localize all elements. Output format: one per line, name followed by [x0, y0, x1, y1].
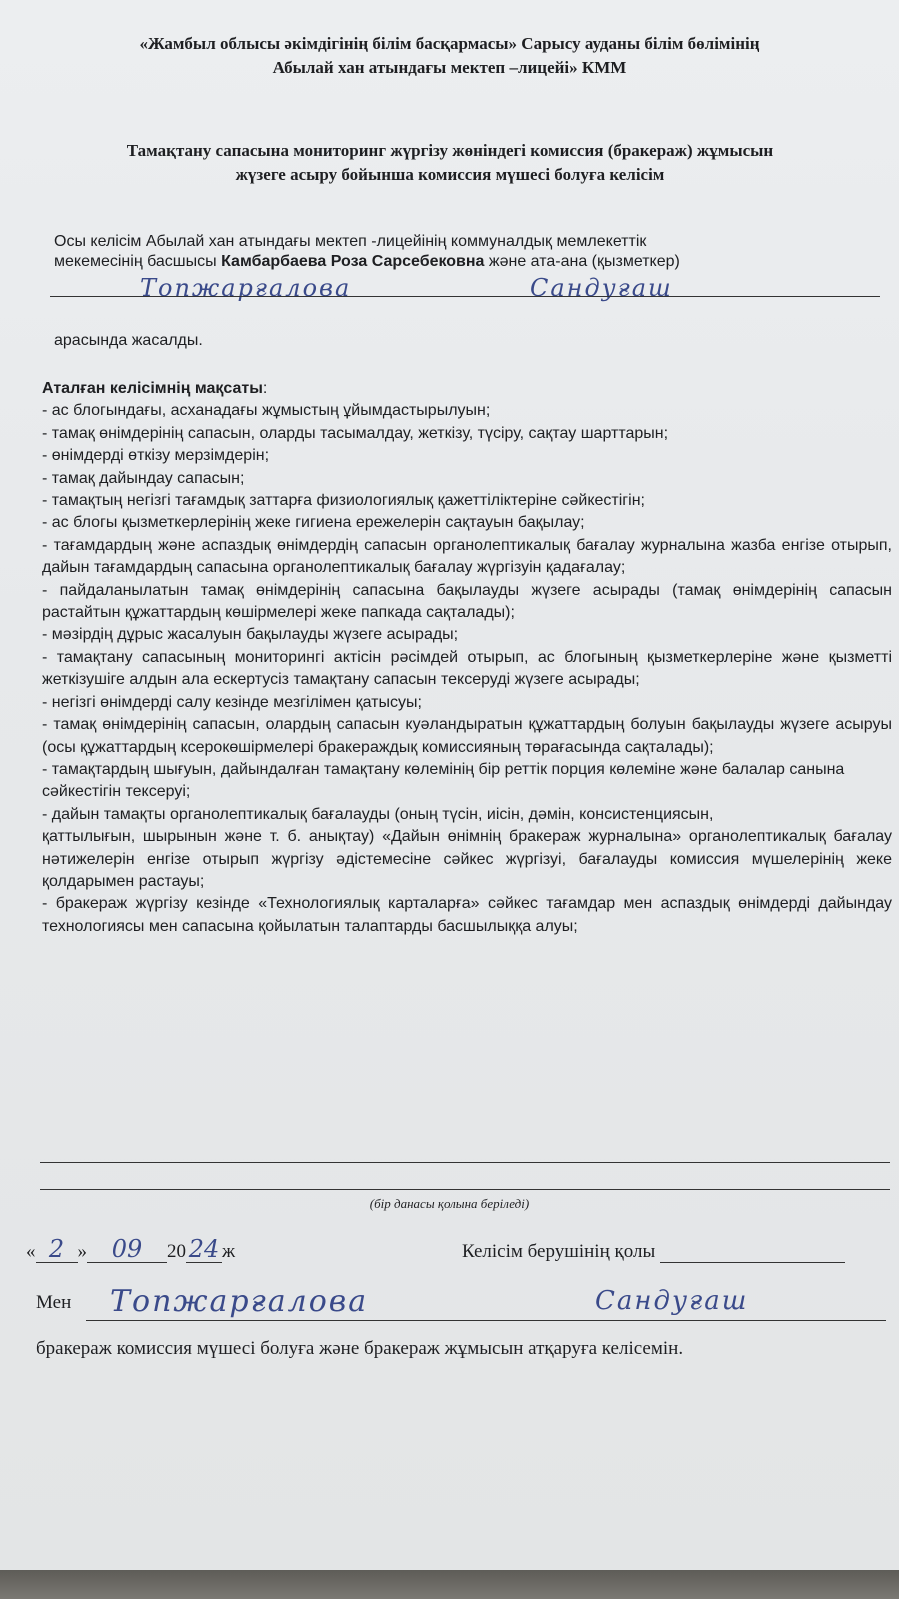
goal-item: - тағамдардың және аспаздық өнімдердің сапасын органолептикалық бағалау журналына жазба енгізе отырып, дайын тағамдардың сапасына органолептикалық бағалау жүргізуін қадағалау; — [42, 536, 892, 577]
goal-item: - ас блогындағы, асханадағы жұмыстың ұйымдастырылуын; — [42, 402, 491, 420]
men-name-line — [86, 1320, 886, 1321]
handwritten-name: Сандуғаш — [530, 274, 673, 302]
agreement-statement: бракераж комиссия мүшесі болуға және бракераж жұмысын атқаруға келісемін. — [36, 1338, 684, 1359]
intro-line-2-prefix: мекемесінің басшысы — [54, 253, 222, 270]
date-field — [26, 1235, 236, 1263]
handwritten-name-2: Сандуғаш — [595, 1286, 749, 1316]
intro-line-2-suffix: және ата-ана (қызметкер) — [484, 253, 680, 270]
director-name: Камбарбаева Роза Сарсебековна — [221, 253, 485, 270]
goal-item: - тамақтану сапасының мониторингі актісін рәсімдей отырып, ас блогының қызметкерлеріне және қызметті жеткізушіге алдын ала ескертусіз тамақтану сапасын тексеруді жүзеге асырады; — [42, 648, 892, 689]
goal-item: қаттылығын, шырынын және т. б. анықтау) «Дайын өнімнің бракераж журналына» органолептикалық бағалау нәтижелерін енгізе отырып жүргізу әдістемесіне сәйкес жүргізуі, бағалауды комиссия мүшелерінің жеке қолдарымен растауы; — [42, 828, 892, 890]
goal-item: - пайдаланылатын тамақ өнімдерінің сапасына бақылауды жүзеге асырады (тамақ өнімдерінің сапасын растайтын құжаттардың көшірмелері жеке папкада сақталады); — [42, 581, 892, 622]
goal-item: - тамақ дайындау сапасын; — [42, 469, 245, 487]
parent-name-line — [50, 296, 880, 297]
blank-line-2 — [40, 1189, 890, 1190]
blank-line-1 — [40, 1162, 890, 1163]
header-line-2: Абылай хан атындағы мектеп –лицейі» КММ — [272, 58, 627, 77]
organization-header — [0, 32, 899, 80]
intro-paragraph — [54, 232, 894, 272]
date-close-quote: » — [77, 1241, 87, 1262]
men-label: Мен — [36, 1292, 72, 1313]
goal-item: - тамақ өнімдерінің сапасын, олардың сапасын куәландыратын құжаттардың болуын бақылауды жүзеге асыруы (осы құжаттардың ксерокөшірмелері бракераждық комиссияның төрағасында сақталады); — [42, 716, 892, 756]
date-month: 09 — [87, 1240, 167, 1263]
goal-item: - өнімдерді өткізу мерзімдерін; — [42, 447, 270, 465]
goal-item: - бракераж жүргізу кезінде «Технологиялық карталарға» сәйкес тағамдар мен аспаздық өнімдерді дайындау технологиясы мен сапасына қойылатын талаптарды басшылыққа алуы; — [42, 895, 892, 935]
date-day: 2 — [36, 1240, 78, 1263]
between-text: арасында жасалды. — [54, 332, 203, 349]
signature-field — [462, 1240, 845, 1263]
goal-item: - тамақтың негізгі тағамдық заттарға физиологиялық қажеттіліктеріне сәйкестігін; — [42, 492, 645, 510]
goals-section — [42, 378, 892, 938]
signature-label: Келісім берушінің қолы — [462, 1241, 656, 1262]
intro-line-2 — [54, 252, 894, 272]
handwritten-surname: Топжарғалова — [140, 274, 352, 302]
goal-item: - негізгі өнімдерді салу кезінде мезгілімен қатысуы; — [42, 693, 422, 711]
goal-item: - ас блогы қызметкерлерінің жеке гигиена ережелерін сақтауын бақылау; — [42, 514, 585, 532]
goal-item: - мәзірдің дұрыс жасалуын бақылауды жүзеге асырады; — [42, 626, 459, 644]
date-open-quote: « — [26, 1241, 36, 1262]
handwritten-surname-2: Топжарғалова — [110, 1284, 369, 1319]
goals-heading: Аталған келісімнің мақсаты — [42, 380, 263, 397]
date-year-prefix: 20 — [167, 1241, 186, 1262]
goal-item: - тамақтардың шығуын, дайындалған тамақтану көлемінің бір реттік порция көлеміне және балалар санына сәйкестігін тексеруі; — [42, 760, 845, 801]
title-line-1: Тамақтану сапасына мониторинг жүргізу жөніндегі комиссия (бракераж) жұмысын — [126, 141, 774, 160]
date-year: 24 — [186, 1240, 222, 1263]
goals-heading-colon: : — [262, 380, 268, 397]
copy-note: (бір данасы қолына беріледі) — [369, 1196, 530, 1211]
date-year-unit: ж — [222, 1241, 236, 1262]
document-title — [20, 139, 880, 187]
signature-line — [660, 1240, 845, 1263]
goal-item: - дайын тамақты органолептикалық бағалауды (оның түсін, иісін, дәмін, консистенциясын, — [42, 805, 714, 823]
background-surface — [0, 1570, 899, 1599]
title-line-2: жүзеге асыру бойынша комиссия мүшесі болуға келісім — [235, 165, 665, 184]
intro-line-1: Осы келісім Абылай хан атындағы мектеп -лицейінің коммуналдық мемлекеттік — [54, 233, 647, 250]
goal-item: - тамақ өнімдерінің сапасын, оларды тасымалдау, жеткізу, түсіру, сақтау шарттарын; — [42, 424, 669, 442]
header-line-1: «Жамбыл облысы әкімдігінің білім басқармасы» Сарысу ауданы білім бөлімінің — [139, 34, 760, 53]
